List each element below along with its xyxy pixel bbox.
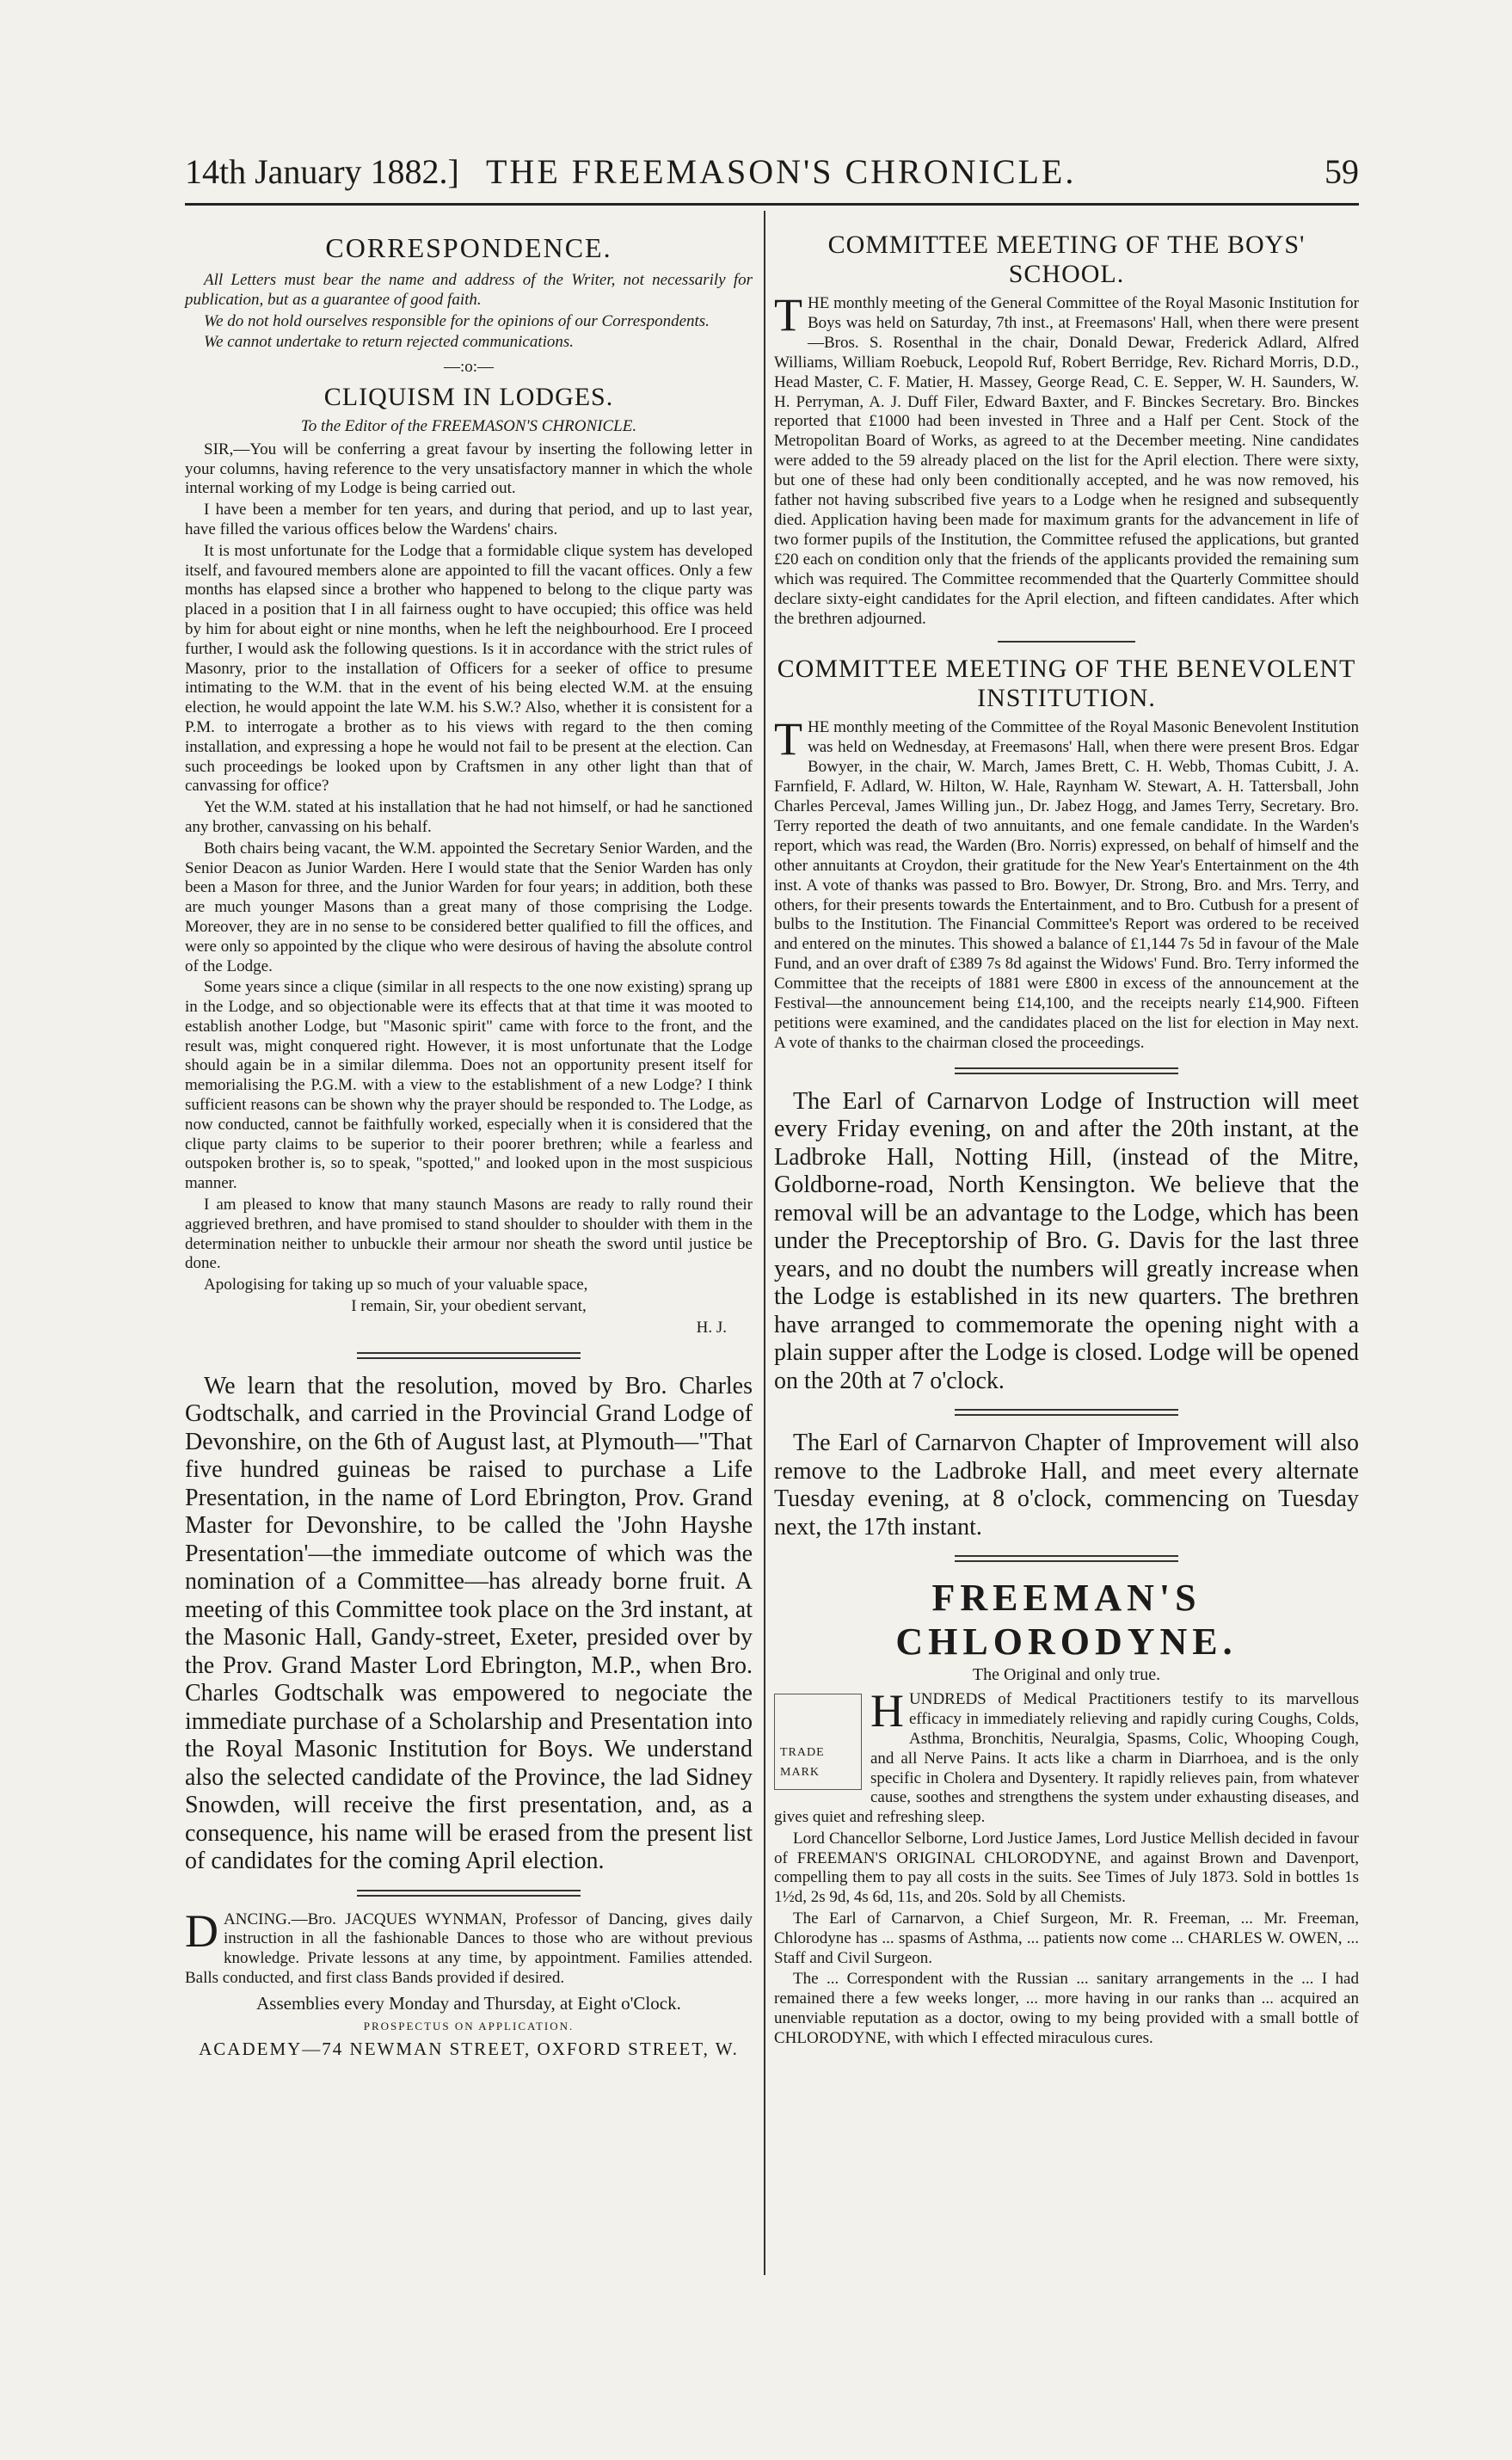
carnarvon-chapter-text: The Earl of Carnarvon Chapter of Improvement will also remove to the Ladbroke Hall, and meet every alternate Tuesday evening, at 8 o'clock, commencing on Tuesday next, the 17th instant. <box>774 1430 1359 1541</box>
section-rule <box>357 1352 581 1359</box>
letter-paragraph: I have been a member for ten years, and during that period, and up to last year, have filled the various offices below the Wardens' chairs. <box>185 501 753 538</box>
notice-1: All Letters must bear the name and address of the Writer, not necessarily for publication, but as a guarantee of good faith. <box>185 271 753 309</box>
boys-school-report <box>774 289 1359 629</box>
section-rule <box>998 641 1135 643</box>
page-header <box>185 145 1359 205</box>
benevolent-report <box>774 713 1359 1053</box>
letter-paragraph: Apologising for taking up so much of your valuable space, <box>204 1276 588 1295</box>
chlorodyne-p1: UNDREDS of Medical Practitioners testify to its marvellous efficacy in immediately relieving and rapidly curing Coughs, Colds, Asthma, Bronchitis, Neuralgia, Spasms, Colic, Whooping Cough, and all Nerve Pains. It acts like a charm in Diarrhoea, and is the only specific in Cholera and Dysentery. It rapidly relieves pain, from whatever cause, soothes and strengthens the system under exhausting diseases, and gives quiet and refreshing sleep. <box>774 1690 1359 1827</box>
chlorodyne-subtitle: The Original and only true. <box>972 1665 1161 1685</box>
correspondence-notices <box>185 271 753 353</box>
ebrington-text: We learn that the resolution, moved by Bro. Charles Godtschalk, and carried in the Provincial Grand Lodge of Devonshire, on the 6th of August last, at Plymouth—"That five hundred guineas be raised to purchase a Life Presentation, in the name of Lord Ebrington, Prov. Grand Master for Devonshire, to be called the 'John Hayshe Presentation'—the immediate outcome of which was the nomination of a Committee—has already borne fruit. A meeting of this Committee took place on the 3rd instant, at the Masonic Hall, Gandy-street, Exeter, presided over by the Prov. Grand Master Lord Ebrington, M.P., when Bro. Charles Godtschalk was empowered to negociate the immediate purchase of a Scholarship and Presentation into the Royal Masonic Institution for Boys. We understand also the selected candidate of the Province, the lad Sidney Snowden, will receive the first presentation, and, as a consequence, his name will be erased from the present list of candidates for the coming April election. <box>185 1372 753 1875</box>
section-rule <box>955 1555 1178 1562</box>
chlorodyne-p2: Lord Chancellor Selborne, Lord Justice James, Lord Justice Mellish decided in favour of FREEMAN'S ORIGINAL CHLORODYNE, and against Brown and Davenport, compelling them to pay all costs in the suits. See Times of July 1873. Sold in bottles 1s 1½d, 2s 9d, 4s 6d, 11s, and 20s. Sold by all Chemists. <box>774 1829 1359 1907</box>
letter-signature: H. J. <box>696 1318 727 1337</box>
chlorodyne-title: FREEMAN'S CHLORODYNE. <box>895 1577 1238 1664</box>
chlorodyne-body <box>774 1685 1359 2048</box>
trademark-label: TRADE MARK <box>780 1745 825 1779</box>
right-column <box>774 225 1359 2051</box>
boys-school-heading: COMMITTEE MEETING OF THE BOYS' SCHOOL. <box>827 231 1306 288</box>
letter-paragraph: SIR,—You will be conferring a great favour by inserting the following letter in your columns, having reference to the very unsatisfactory manner in which the whole internal working of my Lodge is being carried out. <box>185 440 753 498</box>
chlorodyne-advert <box>774 1576 1359 2048</box>
dancing-advert <box>185 1904 753 2060</box>
section-rule <box>357 1890 581 1897</box>
trademark-logo <box>774 1694 862 1790</box>
letter-paragraph: It is most unfortunate for the Lodge that a formidable clique system has developed itself, and favoured members alone are appointed to fill the vacant offices. Only a few months has elapsed since a brother who happened to belong to the clique party was placed in a position that I in all fairness ought to have occupied; this office was held by him for about eight or nine months, when he left the neighbourhood. Ere I proceed further, I would ask the following questions. Is it in accordance with the strict rules of Masonry, prior to the installation of Officers for a seeker of office to presume intimating to the W.M. that in the event of his being elected W.M. at the ensuing election, he would appoint the late W.M. his S.W.? Also, whether it is consistent for a P.M. to interrogate a brother as to his views with regard to the then coming installation, and expressing a hope he would not fail to be present at the election. Can such proceedings be looked upon by Craftsmen in any other light than that of canvassing for office? <box>185 541 753 796</box>
benevolent-text: HE monthly meeting of the Committee of the Royal Masonic Benevolent Institution was held on Wednesday, at Freemasons' Hall, when there were present Bros. Edgar Bowyer, in the chair, W. March, James Brett, C. H. Webb, Thomas Cubitt, J. A. Farnfield, F. Adlard, W. Hilton, W. Hale, Raynham W. Stewart, A. H. Tattersball, John Charles Perceval, James Willing jun., Dr. Jabez Hogg, and James Terry, Secretary. Bro. Terry reported the death of two annuitants, and one female candidate. In the Warden's report, which was read, the Warden (Bro. Norris) expressed, on behalf of himself and the other annuitants at Croydon, their gratitude for the New Year's Entertainment on the 4th inst. A vote of thanks was passed to Bro. Bowyer, Dr. Strong, Bro. and Mrs. Terry, and others, for their presents towards the Entertainment, and to Bro. Cutbush for a present of bulbs to the Institution. The Financial Committee's Report was ordered to be received and entered on the minutes. This showed a balance of £1,144 7s 5d in favour of the Male Fund, and an over draft of £389 7s 8d against the Widows' Fund. Bro. Terry informed the Committee that the receipts of 1881 were £800 in excess of the announcement at the Festival—the announcement being £14,100, and the receipts nearly £14,900. Fifteen petitions were examined, and the candidates placed on the list for election in May next. A vote of thanks to the chairman closed the proceedings. <box>774 718 1359 1052</box>
assemblies-line: Assemblies every Monday and Thursday, at Eight o'Clock. <box>256 1992 681 2014</box>
letter-paragraph: Some years since a clique (similar in all respects to the one now existing) sprang up in the Lodge, and so objectionable were its effects that at that time it was mooted to establish another Lodge, but "Masonic spirit" came with force to the front, and the result was, might conquered right. However, it is most unfortunate that the Lodge should again be in a similar dilemma. Does not an opportunity present itself for memorialising the P.G.M. with a view to the establishment of a new Lodge? I think sufficient reasons can be shown why the prayer should be responded to. The Lodge, as now conducted, cannot be faithfully worked, especially when it is considered that the clique party claims to be superior to their poorer brethren; while a fearless and outspoken brother is, so to speak, "spotted," and looked upon in the most suspicious manner. <box>185 978 753 1193</box>
carnarvon-lodge-notice <box>774 1088 1359 1396</box>
dropcap: H <box>870 1685 904 1737</box>
letter-paragraph: I am pleased to know that many staunch Masons are ready to rally round their aggrieved brethren, and have promised to stand shoulder to shoulder with them in the determination neither to unbuckle their armour nor sheath the sword until justice be done. <box>185 1196 753 1273</box>
correspondence-heading: CORRESPONDENCE. <box>325 232 612 263</box>
cliquism-letter <box>185 440 753 1338</box>
prospectus-line: PROSPECTUS ON APPLICATION. <box>363 2019 575 2033</box>
boys-school-text: HE monthly meeting of the General Committee of the Royal Masonic Institution for Boys was held on Saturday, 7th inst., at Freemasons' Hall, when there were present—Bros. S. Rosenthal in the chair, Donald Dewar, Frederick Adlard, Alfred Williams, William Roebuck, Leopold Ruf, Robert Berridge, Rev. Richard Morris, D.D., Head Master, C. F. Matier, H. Massey, George Read, C. E. Sepper, W. H. Saunders, W. H. Perryman, A. J. Duff Filer, Edward Baxter, and F. Binckes Secretary. Bro. Binckes reported that £1000 had been invested in Three and a Half per Cent. Stock of the Metropolitan Board of Works, as agreed to at the December meeting. Nine candidates were added to the 59 already placed on the list for the April election. There were sixty, but one of these had only been conditionally accepted, and he was now removed, his father not having subscribed five years to a Lodge when he resigned and subsequently died. Application having been made for maximum grants for the advancement in life of two former pupils of the Institution, the Committee refused the applications, but granted £20 each on condition only that the friends of the applicants provided the remaining sum which was required. The Committee recommended that the Quarterly Committee should declare sixty-eight candidates for the April election, and fifteen candidates. After which the brethren adjourned. <box>774 294 1359 628</box>
carnarvon-chapter-notice <box>774 1430 1359 1541</box>
section-rule <box>955 1409 1178 1416</box>
chlorodyne-p4: The ... Correspondent with the Russian ... sanitary arrangements in the ... I had remained there a few weeks longer, ... more having in our ranks than ... acquired an unenviable reputation as a doctor, owing to my being provided with a small bottle of CHLORODYNE, with which I effected miraculous cures. <box>774 1970 1359 2047</box>
divider: —:o:— <box>443 358 495 377</box>
ebrington-paragraph <box>185 1373 753 1876</box>
cliquism-heading: CLIQUISM IN LODGES. <box>323 382 614 411</box>
academy-address: ACADEMY—74 NEWMAN STREET, OXFORD STREET, W. <box>199 2039 739 2060</box>
notice-3: We cannot undertake to return rejected communications. <box>204 333 575 352</box>
section-rule <box>955 1067 1178 1074</box>
dropcap: T <box>774 713 802 766</box>
dancing-text: ANCING.—Bro. JACQUES WYNMAN, Professor of Dancing, gives daily instruction in all the fashionable Dances to those who are without previous knowledge. Private lessons at any time, by appointment. Families attended. Balls conducted, and first class Bands provided if desired. <box>185 1910 753 1988</box>
masthead-title: THE FREEMASON'S CHRONICLE. <box>486 152 1077 191</box>
header-rule <box>185 203 1359 206</box>
letter-closing: I remain, Sir, your obedient servant, <box>351 1297 587 1316</box>
carnarvon-lodge-text: The Earl of Carnarvon Lodge of Instruction will meet every Friday evening, on and after the 20th instant, at the Ladbroke Hall, Notting Hill, (instead of the Mitre, Goldborne-road, North Kensington. We believe that the removal will be an advantage to the Lodge, which has been under the Preceptorship of Bro. G. Davis for the last three years, and no doubt the numbers will greatly increase when the Lodge is established in its new quarters. The brethren have arranged to commemorate the opening night with a plain supper after the Lodge is closed. Lodge will be opened on the 20th at 7 o'clock. <box>774 1087 1359 1394</box>
benevolent-heading: COMMITTEE MEETING OF THE BENEVOLENT INSTITUTION. <box>777 655 1356 713</box>
letter-paragraph: Both chairs being vacant, the W.M. appointed the Secretary Senior Warden, and the Senior Deacon as Junior Warden. Here I would state that the Senior Warden has only been a Mason for three, and the Junior Warden for four years; in addition, both these are much younger Masons than a great many of those comprising the Lodge. Moreover, they are in no sense to be considered better qualified to fill the offices, and were only so appointed by the clique who were desirous of having the absolute control of the Lodge. <box>185 839 753 975</box>
notice-2: We do not hold ourselves responsible for the opinions of our Correspondents. <box>204 311 710 330</box>
dropcap: D <box>185 1904 218 1957</box>
to-editor-line: To the Editor of the FREEMASON'S CHRONICLE. <box>300 416 637 435</box>
issue-date: 14th January 1882.] <box>185 152 459 191</box>
column-divider <box>764 211 765 2275</box>
letter-paragraph: Yet the W.M. stated at his installation that he had not himself, or had he sanctioned any brother, canvassing on his behalf. <box>185 798 753 836</box>
dropcap: T <box>774 289 802 341</box>
page-number: 59 <box>1325 152 1359 191</box>
chlorodyne-p3: The Earl of Carnarvon, a Chief Surgeon, Mr. R. Freeman, ... Mr. Freeman, Chlorodyne has ... spasms of Asthma, ... patients now come ... CHARLES W. OWEN, ... Staff and Civil Surgeon. <box>774 1910 1359 1967</box>
left-column <box>185 225 753 2061</box>
